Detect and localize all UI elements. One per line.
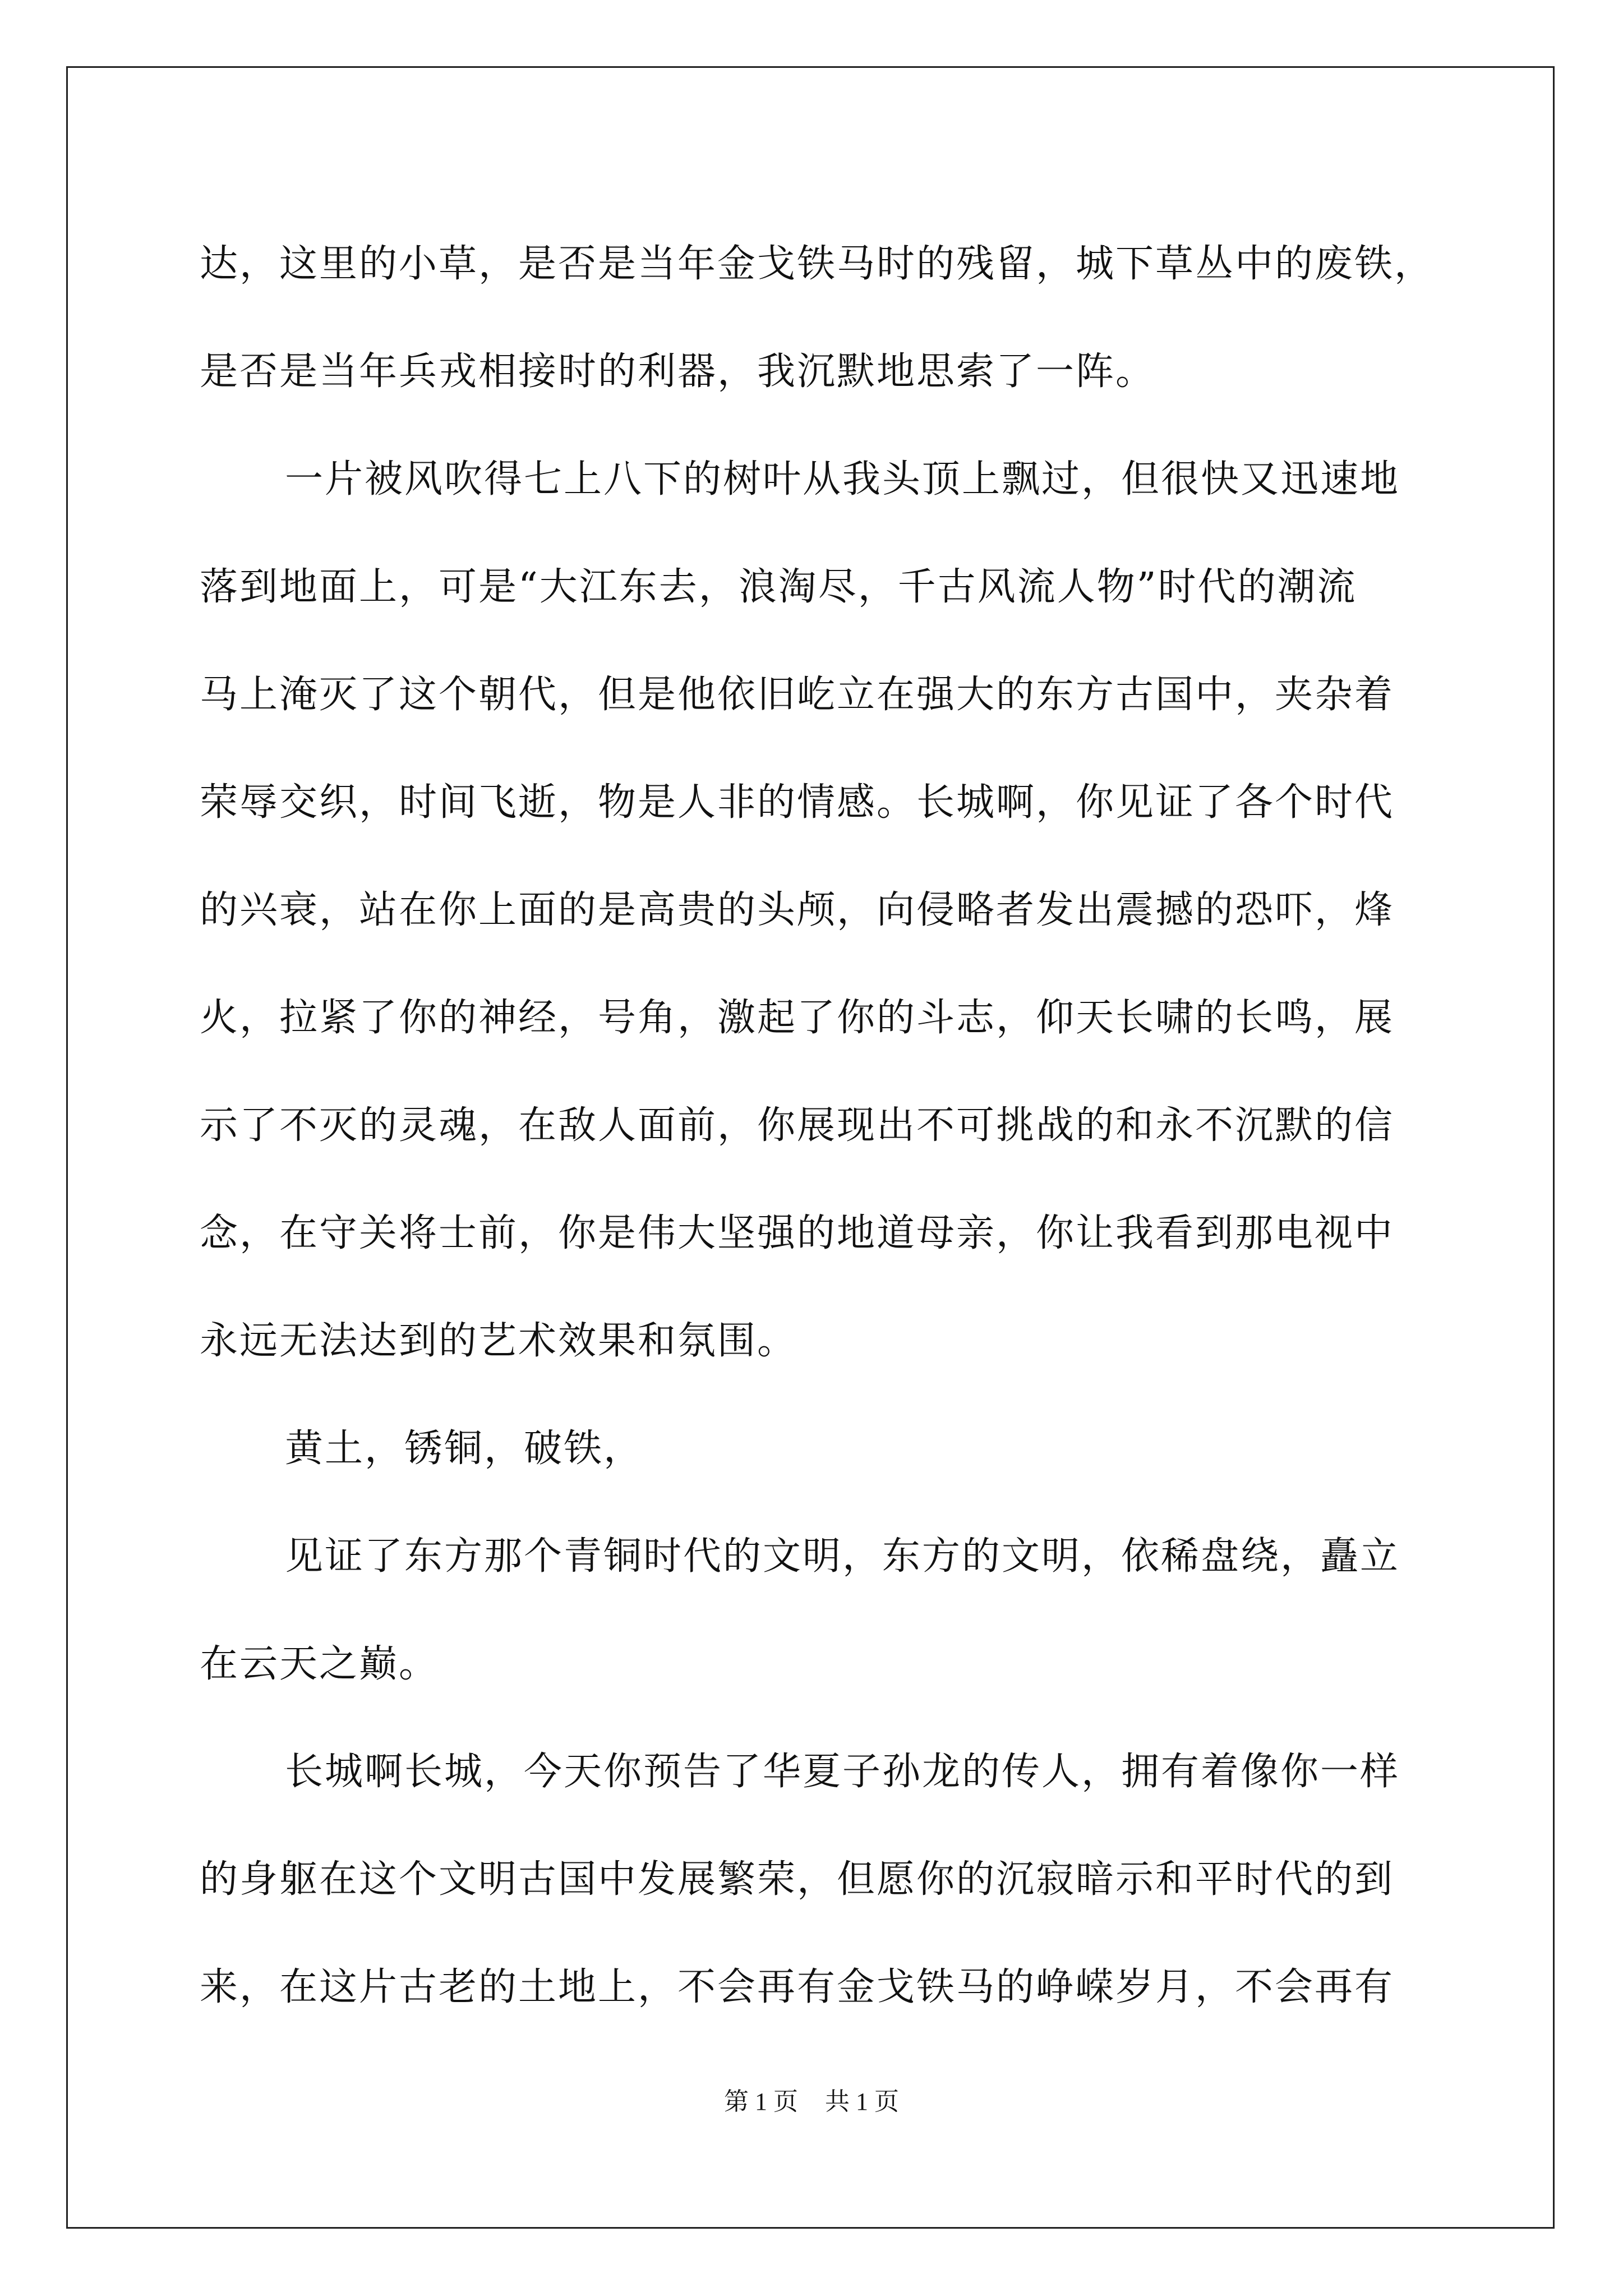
paragraph-4 [200,1503,1433,1718]
page-number: 第 1 页 [724,2088,798,2115]
page-footer [0,2081,1623,2117]
text-line: 是否是当年兵戎相接时的利器，我沉默地思索了一阵。 [200,349,1156,394]
paragraph-3 [200,1395,1433,1503]
text-line: 的兴衰，站在你上面的是高贵的头颅，向侵略者发出震撼的恐吓，烽 [200,888,1395,932]
text-line: 念，在守关将士前，你是伟大坚强的地道母亲，你让我看到那电视中 [200,1211,1395,1255]
page-total: 共 1 页 [825,2088,899,2115]
text-line: 见证了东方那个青铜时代的文明，东方的文明，依稀盘绕，矗立 [285,1534,1400,1579]
text-line: 示了不灭的灵魂，在敌人面前，你展现出不可挑战的和永不沉默的信 [200,1103,1395,1148]
text-line: 一片被风吹得七上八下的树叶从我头顶上飘过，但很快又迅速地 [285,457,1400,501]
text-line: 的身躯在这个文明古国中发展繁荣，但愿你的沉寂暗示和平时代的到 [200,1857,1395,1902]
paragraph-5 [200,1718,1433,2041]
text-line: 落到地面上，可是“大江东去，浪淘尽，千古风流人物”时代的潮流 [200,565,1357,609]
text-line: 达，这里的小草，是否是当年金戈铁马时的残留，城下草丛中的废铁， [200,242,1435,286]
text-line: 火，拉紧了你的神经，号角，激起了你的斗志，仰天长啸的长鸣，展 [200,996,1395,1040]
paragraph-2 [200,426,1433,1395]
text-line: 黄土，锈铜，破铁， [285,1427,644,1471]
text-line: 长城啊长城，今天你预告了华夏子孙龙的传人，拥有着像你一样 [285,1750,1400,1794]
text-line: 永远无法达到的艺术效果和氛围。 [200,1319,797,1363]
document-body [200,210,1433,2041]
text-line: 马上淹灭了这个朝代，但是他依旧屹立在强大的东方古国中，夹杂着 [200,673,1395,717]
text-line: 荣辱交织，时间飞逝，物是人非的情感。长城啊，你见证了各个时代 [200,780,1395,825]
text-line: 在云天之巅。 [200,1642,439,1686]
paragraph-1 [200,210,1433,426]
text-line: 来，在这片古老的土地上，不会再有金戈铁马的峥嵘岁月，不会再有 [200,1965,1395,2009]
